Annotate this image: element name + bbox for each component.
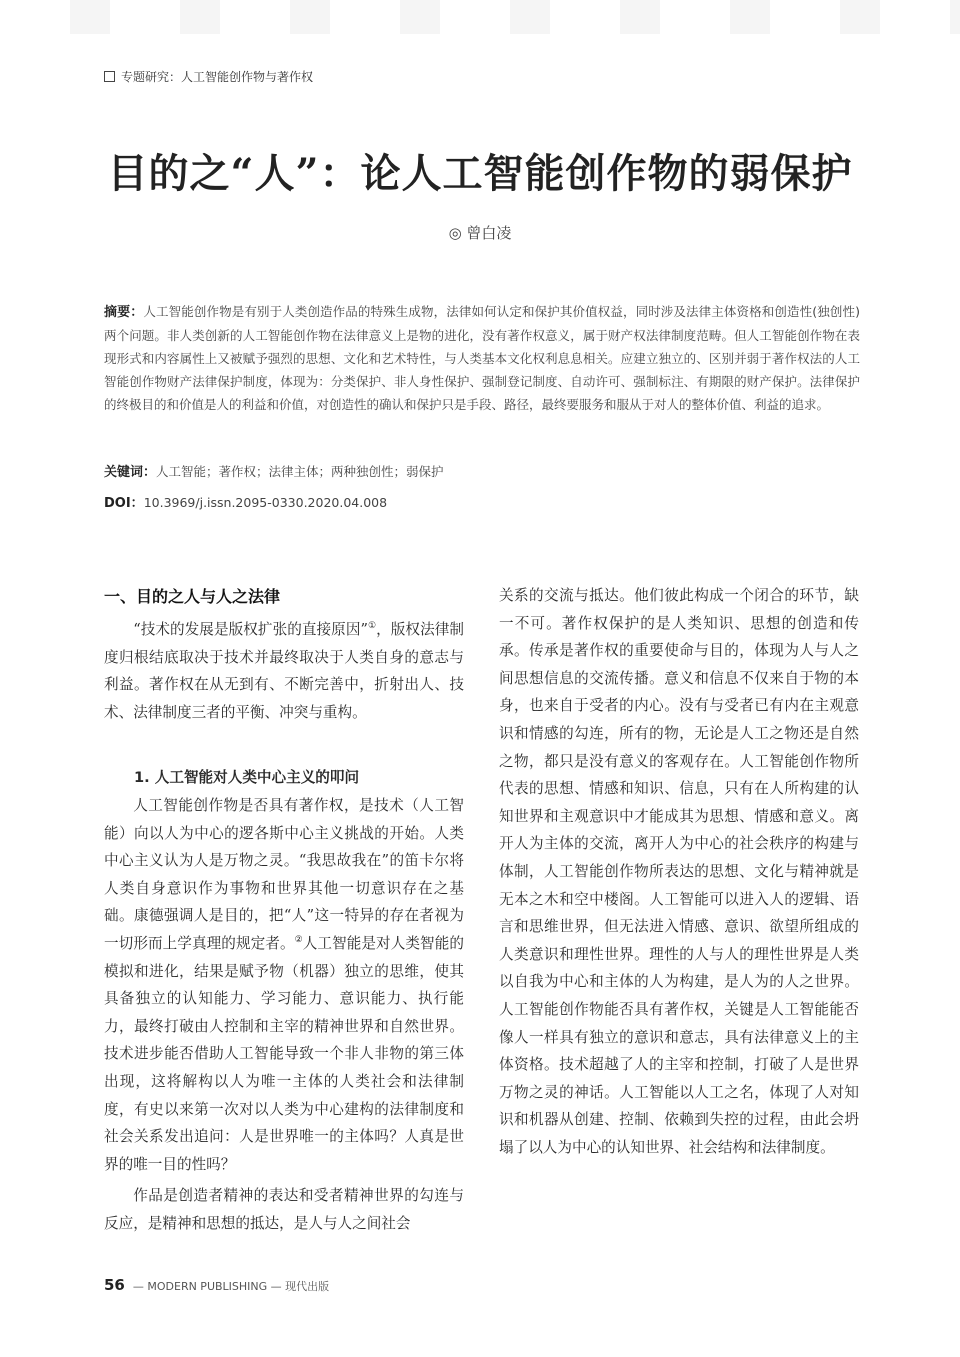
keywords-label: 关键词：: [104, 465, 157, 480]
page-footer: [104, 1276, 329, 1294]
doi-text: 10.3969/j.issn.2095-0330.2020.04.008: [143, 495, 388, 510]
watermark-band: [0, 0, 960, 34]
paragraph-text: 人工智能创作物是否具有著作权，是技术（人工智能）向以人为中心的逻各斯中心主义挑战的开始。人类中心主义认为人是万物之灵。“我思故我在”的笛卡尔将人类自身意识作为事物和世界其他一切意识存在之基础。康德强调人是目的，把“人”这一特异的存在者视为一切形而上学真理的规定者。: [104, 796, 464, 952]
footnote-ref: ①: [367, 621, 377, 632]
doi-label: DOI：: [104, 496, 144, 511]
article-title: 目的之“人”：论人工智能创作物的弱保护: [107, 150, 853, 197]
footnote-ref: ②: [294, 935, 303, 946]
paragraph: [104, 616, 464, 726]
paragraph-text: ，版权法律制度归根结底取决于技术并最终取决于人类自身的意志与利益。著作权在从无到有、不断完善中，折射出人、技术、法律制度三者的平衡、冲突与重构。: [104, 621, 464, 721]
right-column: [499, 582, 859, 1161]
paragraph-text: “技术的发展是版权扩张的直接原因”: [133, 621, 368, 638]
left-column: [104, 582, 464, 1237]
keywords-text: 人工智能；著作权；法律主体；两种独创性；弱保护: [156, 464, 444, 479]
abstract-text: 人工智能创作物是有别于人类创造作品的特殊生成物，法律如何认定和保护其价值权益，同时涉及法律主体资格和创造性(独创性)两个问题。非人类创新的人工智能创作物在法律意义上是物的进化，没有著作权意义，属于财产权法律制度范畴。但人工智能创作物在表现形式和内容属性上又被赋予强烈的思想、文化和艺术特性，与人类基本文化权利息息相关。应建立独立的、区别并弱于著作权法的人工智能创作物财产法律保护制度，体现为：分类保护、非人身性保护、强制登记制度、自动许可、强制标注、有期限的财产保护。法律保护的终极目的和价值是人的利益和价值，对创造性的确认和保护只是手段、路径，最终要服务和服从于对人的整体价值、利益的追求。: [104, 304, 860, 412]
section-tag: [104, 68, 313, 85]
square-icon: [104, 71, 115, 82]
abstract-label: 摘要：: [104, 305, 144, 320]
paragraph-text: 人工智能是对人类智能的模拟和进化，结果是赋予物（机器）独立的思维，使其具备独立的认知能力、学习能力、意识能力、执行能力，最终打破由人控制和主宰的精神世界和自然世界。技术进步能否借助人工智能导致一个非人非物的第三体出现，这将解构以人为唯一主体的人类社会和法律制度，有史以来第一次对以人类为中心建构的法律制度和社会关系发出追问：人是世界唯一的主体吗？人真是世界的唯一目的性吗？: [104, 934, 464, 1173]
abstract: [104, 300, 860, 416]
journal-name: — MODERN PUBLISHING — 现代出版: [132, 1280, 330, 1293]
doi: [104, 491, 860, 515]
section-tag-text: 专题研究：人工智能创作物与著作权: [121, 70, 314, 84]
subsection-heading: 1. 人工智能对人类中心主义的叩问: [134, 769, 360, 787]
paragraph: 作品是创造者精神的表达和受者精神世界的勾连与反应，是精神和思想的抵达，是人与人之间社会: [104, 1187, 464, 1232]
keywords: [104, 460, 860, 484]
paragraph: [104, 792, 464, 1178]
paragraph: 关系的交流与抵达。他们彼此构成一个闭合的环节，缺一不可。著作权保护的是人类知识、思想的创造和传承。传承是著作权的重要使命与目的，体现为人与人之间思想信息的交流传播。意义和信息不仅来自于物的本身，也来自于受者的内心。没有与受者已有内在主观意识和情感的勾连，所有的物，无论是人工之物还是自然之物，都只是没有意义的客观存在。人工智能创作物所代表的思想、情感和知识、信息，只有在人所构建的认知世界和主观意识中才能成其为思想、情感和意义。离开人为主体的交流，离开人为中心的社会秩序的构建与体制，人工智能创作物所表达的思想、文化与精神就是无本之木和空中楼阁。人工智能可以进入人的逻辑、语言和思维世界，但无法进入情感、意识、欲望所组成的人类意识和理性世界。理性的人与人的理性世界是人类以自我为中心和主体的人为构建，是人为的人之世界。人工智能创作物能否具有著作权，关键是人工智能能否像人一样具有独立的意识和意志，具有法律意义上的主体资格。技术超越了人的主宰和控制，打破了人是世界万物之灵的神话。人工智能以人工之名，体现了人对知识和机器从创建、控制、依赖到失控的过程，由此会坍塌了以人为中心的认知世界、社会结构和法律制度。: [499, 587, 859, 1156]
section-heading: 一、目的之人与人之法律: [104, 587, 281, 606]
author: ◎ 曾白凌: [448, 224, 512, 242]
page-number: 56: [104, 1276, 125, 1294]
